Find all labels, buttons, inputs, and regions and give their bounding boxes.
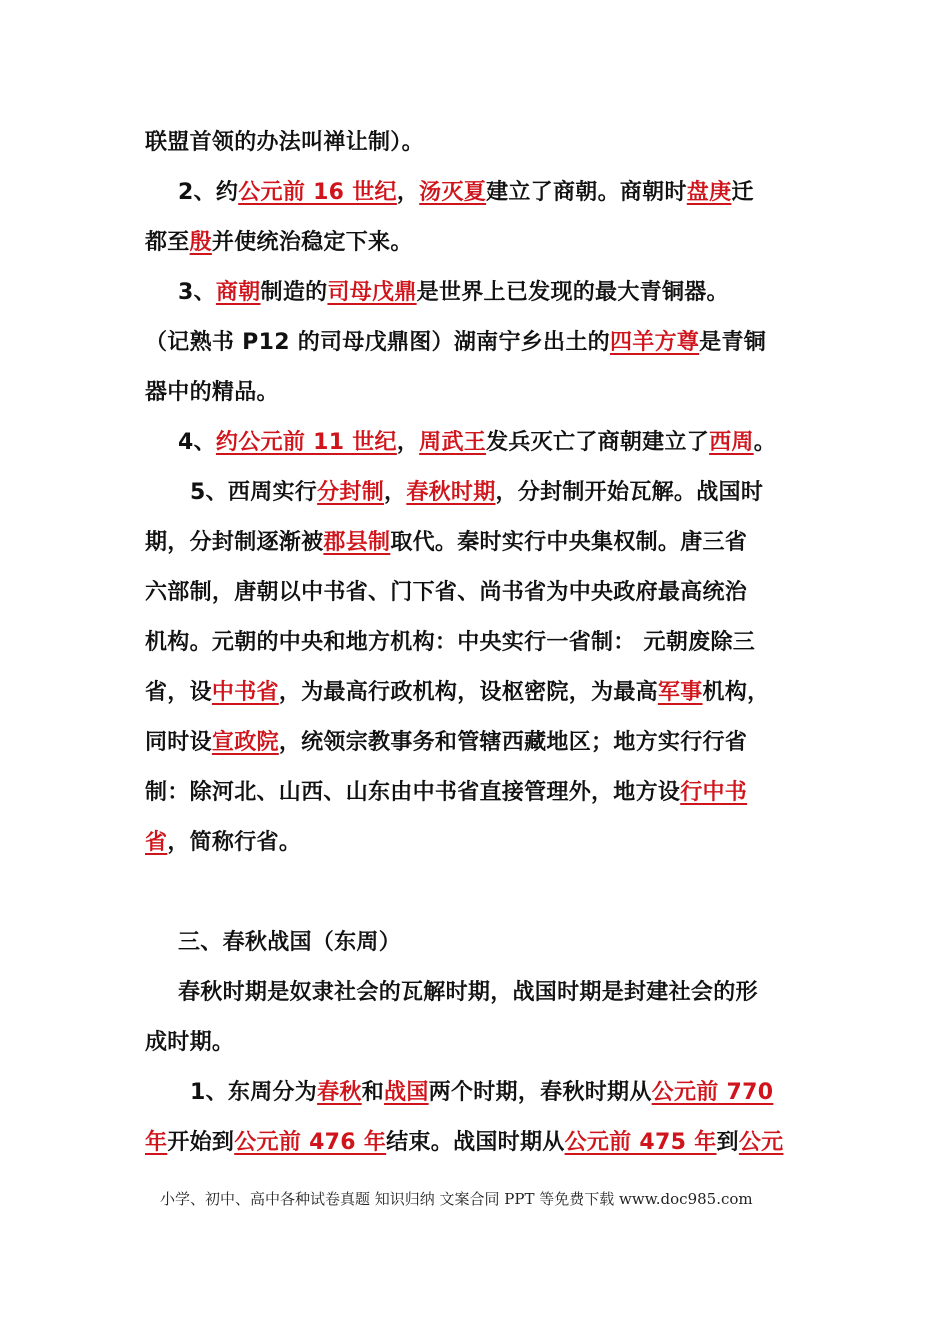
highlighted-term: 约公元前 11 世纪 bbox=[215, 430, 397, 455]
text-line bbox=[145, 328, 815, 358]
text-run: 1、东周分为 bbox=[190, 1080, 318, 1105]
text-run: ， bbox=[396, 430, 420, 455]
text-run: 机构， bbox=[702, 680, 770, 705]
highlighted-term: 西周 bbox=[709, 430, 754, 455]
text-run: 都至 bbox=[145, 230, 190, 255]
text-run: 六部制，唐朝以中书省、门下省、尚书省为中央政府最高统治 bbox=[145, 580, 748, 605]
text-run: 省，设 bbox=[145, 680, 212, 705]
text-run: 并使统治稳定下来。 bbox=[211, 230, 413, 255]
text-line bbox=[178, 278, 848, 308]
text-run: 建立了商朝。商朝时 bbox=[486, 180, 687, 205]
text-run: 5、西周实行 bbox=[190, 480, 318, 505]
highlighted-term: 公元前 16 世纪 bbox=[238, 180, 397, 205]
text-run: 2、约 bbox=[178, 180, 239, 205]
text-line bbox=[145, 528, 815, 558]
highlighted-term: 司母戊鼎 bbox=[327, 280, 417, 305]
text-run: 期，分封制逐渐被 bbox=[145, 530, 324, 555]
text-run: 机构。元朝的中央和地方机构：中央实行一省制： 元朝废除三 bbox=[145, 630, 756, 655]
highlighted-term: 公元前 476 年 bbox=[234, 1130, 387, 1155]
highlighted-term: 省 bbox=[145, 830, 168, 855]
text-line bbox=[145, 128, 815, 158]
highlighted-term: 商朝 bbox=[215, 280, 261, 305]
text-run: ，简称行省。 bbox=[167, 830, 302, 855]
text-run: 。 bbox=[753, 430, 777, 455]
text-run: 迁 bbox=[731, 180, 754, 205]
text-run: 器中的精品。 bbox=[145, 380, 279, 405]
highlighted-term: 郡县制 bbox=[323, 530, 391, 555]
highlighted-term: 公元前 770 bbox=[651, 1080, 774, 1105]
text-line bbox=[145, 578, 815, 608]
text-run: 到 bbox=[716, 1130, 739, 1155]
text-run: 4、 bbox=[178, 430, 216, 455]
text-run: 是世界上已发现的最大青铜器。 bbox=[416, 280, 729, 305]
text-run: （记熟书 P12 的司母戊鼎图）湖南宁乡出土的 bbox=[145, 330, 610, 355]
text-run: 联盟首领的办法叫禅让制）。 bbox=[145, 130, 424, 155]
text-run: 三、春秋战国（东周） bbox=[178, 930, 402, 955]
text-line bbox=[145, 1128, 815, 1158]
text-line bbox=[178, 178, 848, 208]
text-run: 开始到 bbox=[167, 1130, 235, 1155]
text-line bbox=[178, 428, 848, 458]
text-run: 结束。战国时期从 bbox=[386, 1130, 565, 1155]
page-footer: 小学、初中、高中各种试卷真题 知识归纳 文案合同 PPT 等免费下载 www.doc985.com bbox=[160, 1190, 753, 1208]
highlighted-term: 宣政院 bbox=[211, 730, 279, 755]
text-run: 制：除河北、山西、山东由中书省直接管理外，地方设 bbox=[145, 780, 681, 805]
text-run: ， bbox=[384, 480, 407, 505]
text-line bbox=[190, 1078, 860, 1108]
text-line bbox=[145, 678, 815, 708]
highlighted-term: 中书省 bbox=[211, 680, 279, 705]
highlighted-term: 盘庚 bbox=[686, 180, 732, 205]
highlighted-term: 军事 bbox=[657, 680, 703, 705]
highlighted-term: 战国 bbox=[384, 1080, 429, 1105]
text-run: ，分封制开始瓦解。战国时 bbox=[495, 480, 764, 505]
text-run: 春秋时期是奴隶社会的瓦解时期，战国时期是封建社会的形 bbox=[178, 980, 758, 1005]
text-run: ，统领宗教事务和管辖西藏地区；地方实行行省 bbox=[278, 730, 748, 755]
highlighted-term: 行中书 bbox=[680, 780, 748, 805]
text-run: 两个时期，春秋时期从 bbox=[428, 1080, 652, 1105]
highlighted-term: 春秋时期 bbox=[406, 480, 496, 505]
text-run: ， bbox=[396, 180, 420, 205]
text-line bbox=[145, 378, 815, 408]
highlighted-term: 殷 bbox=[189, 230, 212, 255]
highlighted-term: 春秋 bbox=[317, 1080, 362, 1105]
text-run: 是青铜 bbox=[699, 330, 767, 355]
highlighted-term: 汤灭夏 bbox=[419, 180, 487, 205]
highlighted-term: 周武王 bbox=[419, 430, 487, 455]
text-line bbox=[178, 978, 848, 1008]
highlighted-term: 公元前 475 年 bbox=[564, 1130, 717, 1155]
text-line bbox=[145, 628, 815, 658]
text-line bbox=[145, 228, 815, 258]
text-line bbox=[145, 1028, 815, 1058]
text-run: 和 bbox=[361, 1080, 385, 1105]
text-line bbox=[145, 728, 815, 758]
text-run: 取代。秦时实行中央集权制。唐三省 bbox=[390, 530, 748, 555]
text-run: 3、 bbox=[178, 280, 216, 305]
highlighted-term: 分封制 bbox=[317, 480, 385, 505]
text-run: ，为最高行政机构，设枢密院，为最高 bbox=[278, 680, 658, 705]
text-run: 制造的 bbox=[260, 280, 328, 305]
highlighted-term: 公元 bbox=[738, 1130, 784, 1155]
text-line bbox=[145, 778, 815, 808]
highlighted-term: 四羊方尊 bbox=[609, 330, 700, 355]
text-run: 发兵灭亡了商朝建立了 bbox=[486, 430, 710, 455]
text-line bbox=[178, 928, 848, 958]
text-line bbox=[145, 828, 815, 858]
highlighted-term: 年 bbox=[145, 1130, 168, 1155]
text-line bbox=[190, 478, 860, 508]
text-run: 成时期。 bbox=[145, 1030, 235, 1055]
text-run: 同时设 bbox=[145, 730, 212, 755]
